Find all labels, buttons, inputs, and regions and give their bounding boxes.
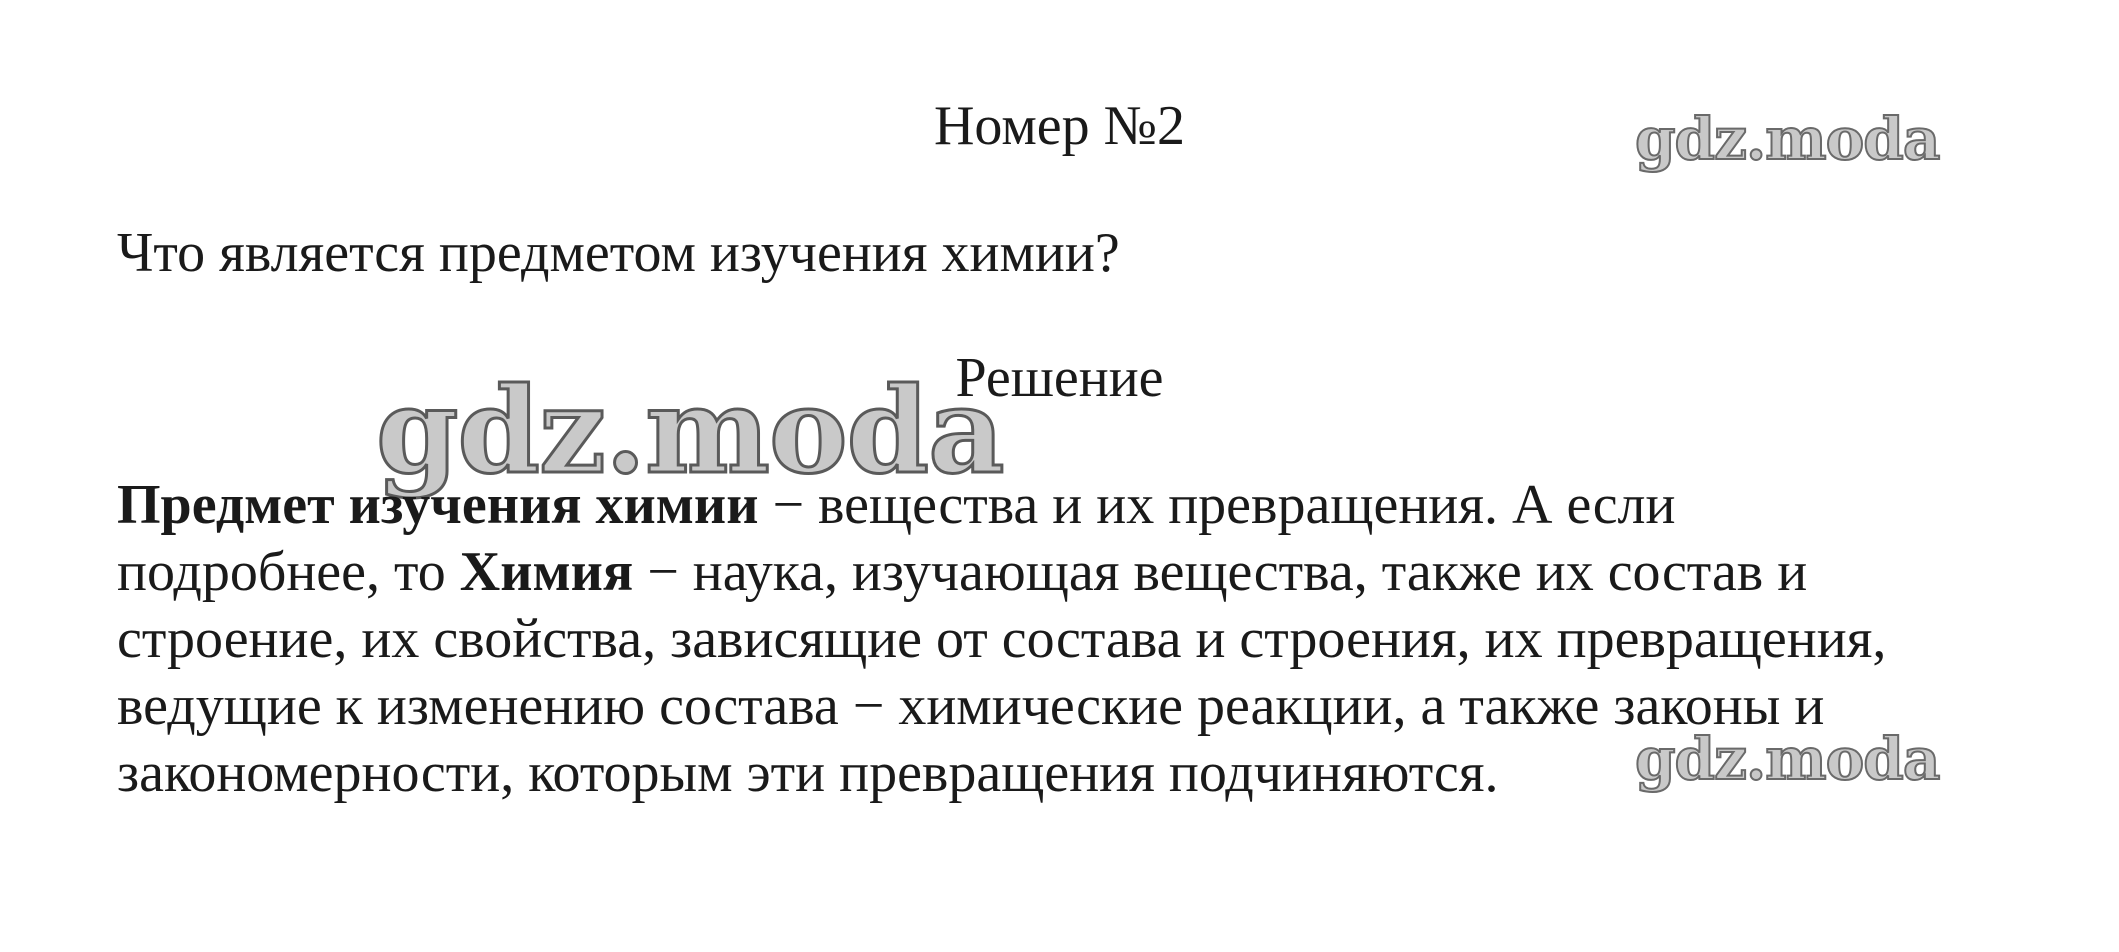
question-text: Что является предметом изучения химии?: [117, 222, 1120, 284]
watermark-logo-top: gdz.moda: [1635, 105, 1940, 173]
answer-term-bold: Предмет изучения химии: [117, 474, 759, 536]
answer-line-4: ведущие к изменению состава − химические реакции, а также законы и: [117, 675, 1825, 737]
answer-line-5: закономерности, которым эти превращения подчиняются.: [117, 742, 1499, 804]
answer-line-2-text: − наука, изучающая вещества, также их состав и: [633, 541, 1808, 603]
watermark-logo-middle: gdz.moda: [376, 361, 1004, 500]
answer-line-1-text: − вещества и их превращения. А если: [758, 474, 1676, 536]
answer-line-3: строение, их свойства, зависящие от состава и строения, их превращения,: [117, 608, 1887, 670]
answer-line-2: [117, 539, 2037, 606]
watermark-logo-bottom: gdz.moda: [1635, 725, 1940, 793]
answer-line-2-start: подробнее, то: [117, 541, 460, 603]
answer-line-1: [117, 472, 2037, 539]
solution-heading: Решение: [955, 347, 1164, 409]
answer-chemistry-bold: Химия: [459, 541, 634, 603]
page-title: Номер №2: [933, 95, 1186, 157]
